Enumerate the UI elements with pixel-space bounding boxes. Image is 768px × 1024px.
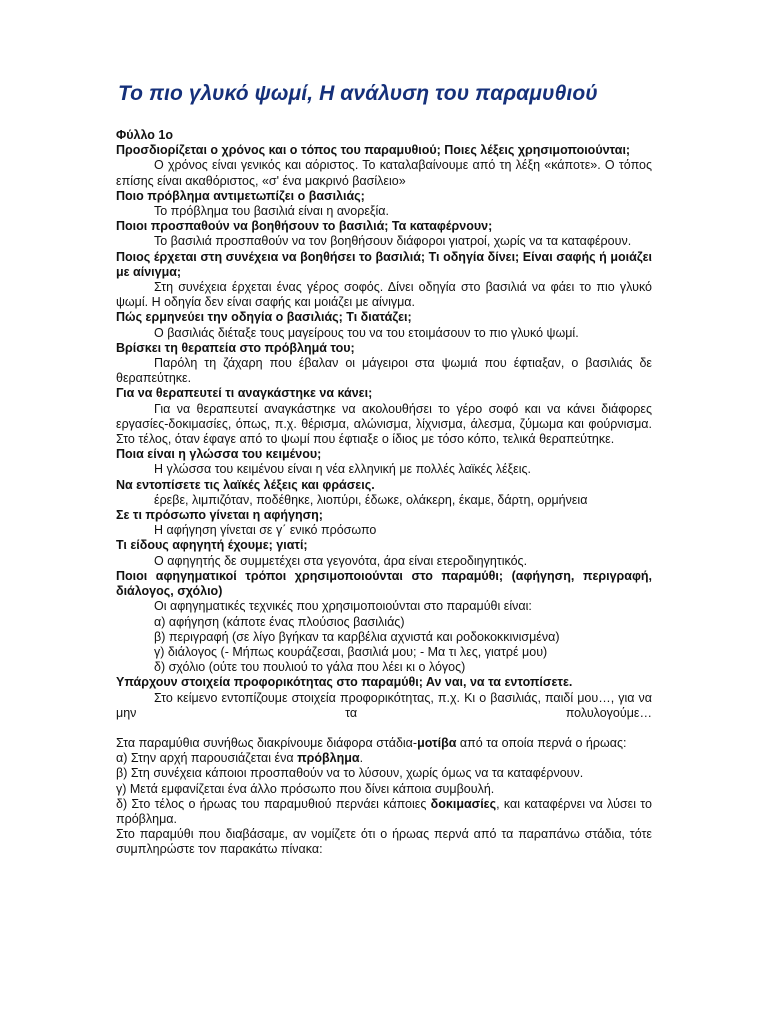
list-item: γ) διάλογος (- Μήπως κουράζεσαι, βασιλιά μου; - Μα τι λες, γιατρέ μου): [154, 644, 548, 659]
question: Υπάρχουν στοιχεία προφορικότητας στο παραμύθι; Αν ναι, να τα εντοπίσετε.: [116, 675, 573, 690]
motif-item: δ) Στο τέλος ο ήρωας του παραμυθιού περνάει κάποιες δοκιμασίες, και καταφέρνει να λύσει το πρόβλημα.: [116, 796, 652, 826]
page-title: Το πιο γλυκό ψωμί, Η ανάλυση του παραμυθιού: [118, 82, 598, 105]
list-item: α) αφήγηση (κάποτε ένας πλούσιος βασιλιάς): [154, 614, 405, 629]
motif-item: β) Στη συνέχεια κάποιοι προσπαθούν να το λύσουν, χωρίς όμως να τα καταφέρνουν.: [116, 766, 584, 781]
answer: Η γλώσσα του κειμένου είναι η νέα ελληνική με πολλές λαϊκές λέξεις.: [154, 462, 531, 477]
question: Προσδιορίζεται ο χρόνος και ο τόπος του παραμυθιού; Ποιες λέξεις χρησιμοποιούνται;: [116, 143, 631, 158]
spacer: [116, 721, 652, 736]
answer: Το βασιλιά προσπαθούν να τον βοηθήσουν διάφοροι γιατροί, χωρίς να τα καταφέρουν.: [154, 234, 632, 249]
answer: Για να θεραπευτεί αναγκάστηκε να ακολουθήσει το γέρο σοφό και να κάνει διάφορες εργασίες-δοκιμασίες, όπως, π.χ. θέρισμα, αλώνισμα, λίχνισμα, άλεσμα, ζύμωμα και φούρνισμα. Στο τέλος, όταν έφαγε από το ψωμί που έφτιαξε ο ίδιος με τόσο κόπο, τελικά θεραπεύτηκε.: [116, 401, 652, 447]
answer: Ο χρόνος είναι γενικός και αόριστος. Το καταλαβαίνουμε από τη λέξη «κάποτε». Ο τόπος επίσης είναι ακαθόριστος, «σ' ένα μακρινό βασίλειο»: [116, 158, 652, 188]
motifs-intro: Στα παραμύθια συνήθως διακρίνουμε διάφορα στάδια-μοτίβα από τα οποία περνά ο ήρωας:: [116, 735, 627, 750]
sheet-label: Φύλλο 1ο: [116, 128, 173, 142]
answer: Ο αφηγητής δε συμμετέχει στα γεγονότα, άρα είναι ετεροδιηγητικός.: [154, 553, 528, 568]
question: Ποιο πρόβλημα αντιμετωπίζει ο βασιλιάς;: [116, 188, 365, 203]
answer: Οι αφηγηματικές τεχνικές που χρησιμοποιούνται στο παραμύθι είναι:: [154, 599, 532, 614]
answer: Η αφήγηση γίνεται σε γ΄ ενικό πρόσωπο: [154, 523, 377, 538]
answer: Ο βασιλιάς διέταξε τους μαγείρους του να του ετοιμάσουν το πιο γλυκό ψωμί.: [154, 325, 579, 340]
question: Ποιοι προσπαθούν να βοηθήσουν το βασιλιά; Τα καταφέρνουν;: [116, 219, 493, 234]
motif-item: γ) Μετά εμφανίζεται ένα άλλο πρόσωπο που δίνει κάποια συμβουλή.: [116, 781, 495, 796]
question: Τι είδους αφηγητή έχουμε; γιατί;: [116, 538, 308, 553]
question: Βρίσκει τη θεραπεία στο πρόβλημά του;: [116, 340, 355, 355]
question: Ποιοι αφηγηματικοί τρόποι χρησιμοποιούνται στο παραμύθι; (αφήγηση, περιγραφή, διάλογος, σχόλιο): [116, 568, 652, 599]
answer: Στο κείμενο εντοπίζουμε στοιχεία προφορικότητας, π.χ. Κι ο βασιλιάς, παιδί μου…, για να μην τα πολυλογούμε…: [116, 690, 652, 720]
answer: Παρόλη τη ζάχαρη που έβαλαν οι μάγειροι στα ψωμιά που έφτιαξαν, ο βασιλιάς δε θεραπεύτηκε.: [116, 356, 652, 386]
document-page: [116, 82, 652, 858]
question: Πώς ερμηνεύει την οδηγία ο βασιλιάς; Τι διατάζει;: [116, 310, 412, 325]
motif-item: α) Στην αρχή παρουσιάζεται ένα πρόβλημα.: [116, 751, 364, 766]
question: Για να θεραπευτεί τι αναγκάστηκε να κάνει;: [116, 386, 373, 401]
closing-paragraph: Στο παραμύθι που διαβάσαμε, αν νομίζετε ότι ο ήρωας περνά από τα παραπάνω στάδια, τότε συμπληρώστε τον παρακάτω πίνακα:: [116, 827, 652, 857]
answer: έρεβε, λιμπιζόταν, ποδέθηκε, λιοπύρι, έδωκε, ολάκερη, έκαμε, δάρτη, ορμήνεια: [154, 492, 588, 507]
answer: Το πρόβλημα του βασιλιά είναι η ανορεξία.: [154, 204, 390, 219]
question: Ποια είναι η γλώσσα του κειμένου;: [116, 447, 322, 462]
question: Σε τι πρόσωπο γίνεται η αφήγηση;: [116, 508, 323, 523]
answer: Στη συνέχεια έρχεται ένας γέρος σοφός. Δίνει οδηγία στο βασιλιά να φάει το πιο γλυκό ψωμί. Η οδηγία δεν είναι σαφής και μοιάζει με αίνιγμα.: [116, 280, 652, 310]
question: Ποιος έρχεται στη συνέχεια να βοηθήσει το βασιλιά; Τι οδηγία δίνει; Είναι σαφής ή μοιάζει με αίνιγμα;: [116, 249, 652, 279]
list-item: β) περιγραφή (σε λίγο βγήκαν τα καρβέλια αχνιστά και ροδοκοκκινισμένα): [154, 629, 560, 644]
question: Να εντοπίσετε τις λαϊκές λέξεις και φράσεις.: [116, 477, 375, 492]
list-item: δ) σχόλιο (ούτε του πουλιού το γάλα που λέει κι ο λόγος): [154, 660, 466, 675]
